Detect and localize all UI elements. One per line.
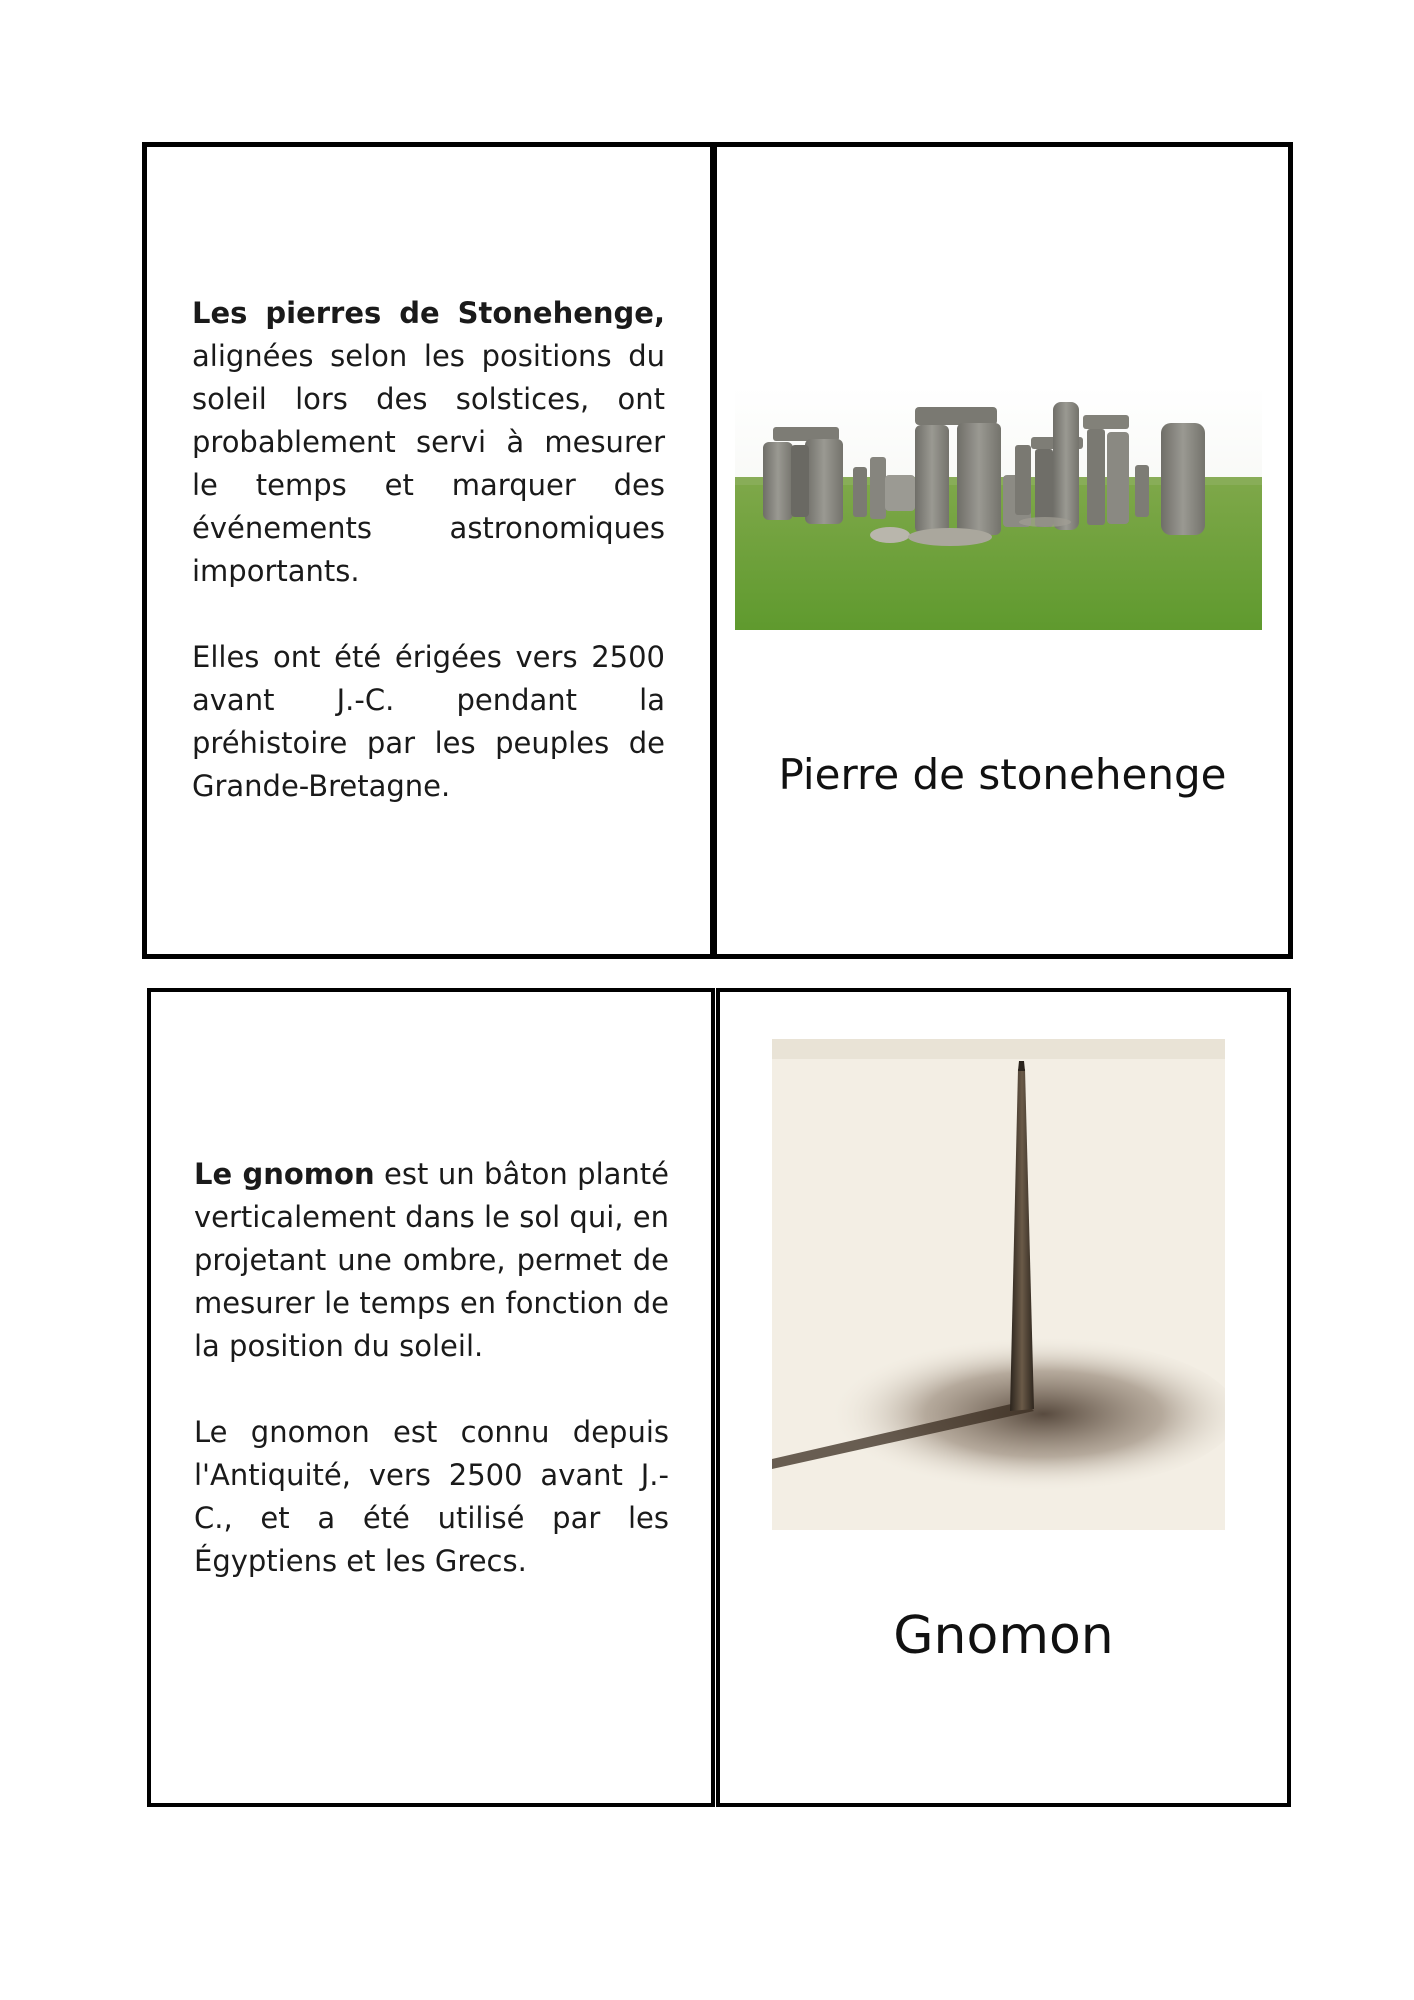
gnomon-para2: Le gnomon est connu depuis l'Antiquité, vers 2500 avant J.-C., et a été utilisé par les Égyptiens et les Grecs. xyxy=(194,1415,669,1578)
stonehenge-caption: Pierre de stonehenge xyxy=(778,750,1227,799)
gnomon-text-card xyxy=(147,988,715,1807)
gnomon-para1: est un bâton planté verticalement dans le sol qui, en projetant une ombre, permet de mesurer le temps en fonction de la position du soleil. xyxy=(194,1157,669,1363)
gnomon-title: Le gnomon xyxy=(194,1157,375,1191)
stonehenge-image-card xyxy=(712,142,1293,959)
gnomon-image-card xyxy=(716,988,1291,1807)
stonehenge-title: Les pierres de Stonehenge, xyxy=(192,296,665,330)
stonehenge-para2: Elles ont été érigées vers 2500 avant J.-C. pendant la préhistoire par les peuples de Grande-Bretagne. xyxy=(192,640,665,803)
gnomon-description xyxy=(194,1153,669,1626)
stonehenge-text-card xyxy=(142,142,715,959)
gnomon-photo xyxy=(772,1039,1225,1530)
stonehenge-para1: alignées selon les positions du soleil lors des solstices, ont probablement servi à mesurer le temps et marquer des événements astronomiques importants. xyxy=(192,339,665,588)
stonehenge-description xyxy=(192,292,665,851)
stonehenge-photo xyxy=(735,387,1262,630)
gnomon-caption: Gnomon xyxy=(893,1606,1114,1666)
